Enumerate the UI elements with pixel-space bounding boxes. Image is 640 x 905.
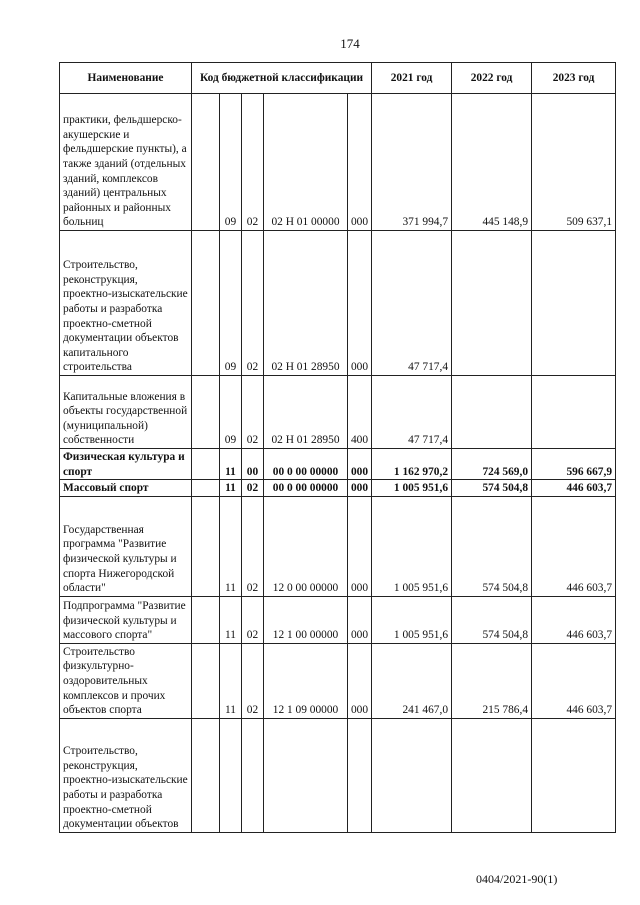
- table-row: [60, 596, 616, 643]
- row-name-cell: Капитальные вложения в объекты государственной (муниципальной) собственности: [60, 376, 192, 449]
- row-2021-cell: [372, 718, 452, 832]
- row-2023-cell: [532, 718, 616, 832]
- row-code-subsection-cell: 00: [242, 449, 264, 480]
- row-code-subsection-cell: 02: [242, 480, 264, 497]
- row-2022-cell: 574 504,8: [452, 596, 532, 643]
- row-2022-cell: [452, 376, 532, 449]
- row-2022-cell: 215 786,4: [452, 643, 532, 718]
- header-2023: 2023 год: [532, 63, 616, 94]
- row-code-section-cell: [192, 596, 220, 643]
- row-code-target-cell: 02 Н 01 28950: [264, 231, 348, 376]
- row-code-chapter-cell: 09: [220, 231, 242, 376]
- budget-table: [59, 62, 616, 833]
- row-code-section-cell: [192, 643, 220, 718]
- row-code-type-cell: 000: [348, 643, 372, 718]
- row-2022-cell: [452, 718, 532, 832]
- row-name-cell: Государственная программа "Развитие физической культуры и спорта Нижегородской области": [60, 496, 192, 596]
- row-code-subsection-cell: 02: [242, 496, 264, 596]
- table-body: [60, 94, 616, 833]
- row-2023-cell: 446 603,7: [532, 643, 616, 718]
- table-row: [60, 496, 616, 596]
- row-code-chapter-cell: 11: [220, 496, 242, 596]
- row-2021-cell: 371 994,7: [372, 94, 452, 231]
- row-name-cell: Массовый спорт: [60, 480, 192, 497]
- row-name-cell: Физическая культура и спорт: [60, 449, 192, 480]
- row-code-chapter-cell: 11: [220, 596, 242, 643]
- row-code-subsection-cell: 02: [242, 376, 264, 449]
- row-2023-cell: 446 603,7: [532, 480, 616, 497]
- row-2022-cell: 574 504,8: [452, 496, 532, 596]
- row-code-type-cell: 000: [348, 496, 372, 596]
- row-code-subsection-cell: [242, 718, 264, 832]
- row-name-cell: Подпрограмма "Развитие физической культуры и массового спорта": [60, 596, 192, 643]
- row-code-type-cell: 000: [348, 449, 372, 480]
- row-code-section-cell: [192, 480, 220, 497]
- header-2022: 2022 год: [452, 63, 532, 94]
- row-2021-cell: 1 162 970,2: [372, 449, 452, 480]
- table-row: [60, 449, 616, 480]
- row-code-subsection-cell: 02: [242, 94, 264, 231]
- row-code-chapter-cell: [220, 718, 242, 832]
- row-code-type-cell: 400: [348, 376, 372, 449]
- row-2021-cell: 1 005 951,6: [372, 596, 452, 643]
- row-code-chapter-cell: 09: [220, 94, 242, 231]
- row-code-subsection-cell: 02: [242, 231, 264, 376]
- row-code-section-cell: [192, 718, 220, 832]
- document-reference: 0404/2021-90(1): [476, 872, 558, 886]
- header-2021: 2021 год: [372, 63, 452, 94]
- row-code-type-cell: 000: [348, 480, 372, 497]
- row-2023-cell: 446 603,7: [532, 596, 616, 643]
- table-row: [60, 718, 616, 832]
- row-code-type-cell: 000: [348, 231, 372, 376]
- row-code-chapter-cell: 11: [220, 643, 242, 718]
- row-code-section-cell: [192, 376, 220, 449]
- row-code-target-cell: 02 Н 01 28950: [264, 376, 348, 449]
- row-2021-cell: 47 717,4: [372, 376, 452, 449]
- row-code-section-cell: [192, 231, 220, 376]
- row-code-section-cell: [192, 94, 220, 231]
- table-row: [60, 376, 616, 449]
- row-code-target-cell: 12 1 09 00000: [264, 643, 348, 718]
- row-code-type-cell: 000: [348, 94, 372, 231]
- row-2022-cell: 574 504,8: [452, 480, 532, 497]
- row-2023-cell: [532, 376, 616, 449]
- row-code-target-cell: 00 0 00 00000: [264, 449, 348, 480]
- row-code-subsection-cell: 02: [242, 596, 264, 643]
- row-name-cell: Строительство, реконструкция, проектно-изыскательские работы и разработка проектно-сметной документации объектов капитального строительства: [60, 231, 192, 376]
- table-row: [60, 480, 616, 497]
- row-2022-cell: [452, 231, 532, 376]
- row-name-cell: практики, фельдшерско-акушерские и фельдшерские пункты), а также зданий (отдельных зданий, комплексов зданий) центральных районных и районных больниц: [60, 94, 192, 231]
- table-row: [60, 231, 616, 376]
- row-code-section-cell: [192, 496, 220, 596]
- row-code-chapter-cell: 09: [220, 376, 242, 449]
- header-name: Наименование: [60, 63, 192, 94]
- row-code-subsection-cell: 02: [242, 643, 264, 718]
- header-code: Код бюджетной классификации: [192, 63, 372, 94]
- row-2021-cell: 1 005 951,6: [372, 480, 452, 497]
- page-number: 174: [340, 36, 360, 51]
- row-2021-cell: 1 005 951,6: [372, 496, 452, 596]
- row-code-target-cell: 12 0 00 00000: [264, 496, 348, 596]
- row-code-chapter-cell: 11: [220, 480, 242, 497]
- table-row: [60, 94, 616, 231]
- row-name-cell: Строительство физкультурно-оздоровительных комплексов и прочих объектов спорта: [60, 643, 192, 718]
- row-code-type-cell: [348, 718, 372, 832]
- row-2022-cell: 724 569,0: [452, 449, 532, 480]
- row-2023-cell: 509 637,1: [532, 94, 616, 231]
- row-2021-cell: 241 467,0: [372, 643, 452, 718]
- row-2023-cell: [532, 231, 616, 376]
- table-row: [60, 643, 616, 718]
- row-code-target-cell: 12 1 00 00000: [264, 596, 348, 643]
- row-code-chapter-cell: 11: [220, 449, 242, 480]
- row-code-section-cell: [192, 449, 220, 480]
- row-code-target-cell: 02 Н 01 00000: [264, 94, 348, 231]
- row-2022-cell: 445 148,9: [452, 94, 532, 231]
- table-header-row: [60, 63, 616, 94]
- row-name-cell: Строительство, реконструкция, проектно-изыскательские работы и разработка проектно-сметной документации объектов: [60, 718, 192, 832]
- row-2021-cell: 47 717,4: [372, 231, 452, 376]
- row-2023-cell: 446 603,7: [532, 496, 616, 596]
- row-code-type-cell: 000: [348, 596, 372, 643]
- row-code-target-cell: [264, 718, 348, 832]
- row-code-target-cell: 00 0 00 00000: [264, 480, 348, 497]
- row-2023-cell: 596 667,9: [532, 449, 616, 480]
